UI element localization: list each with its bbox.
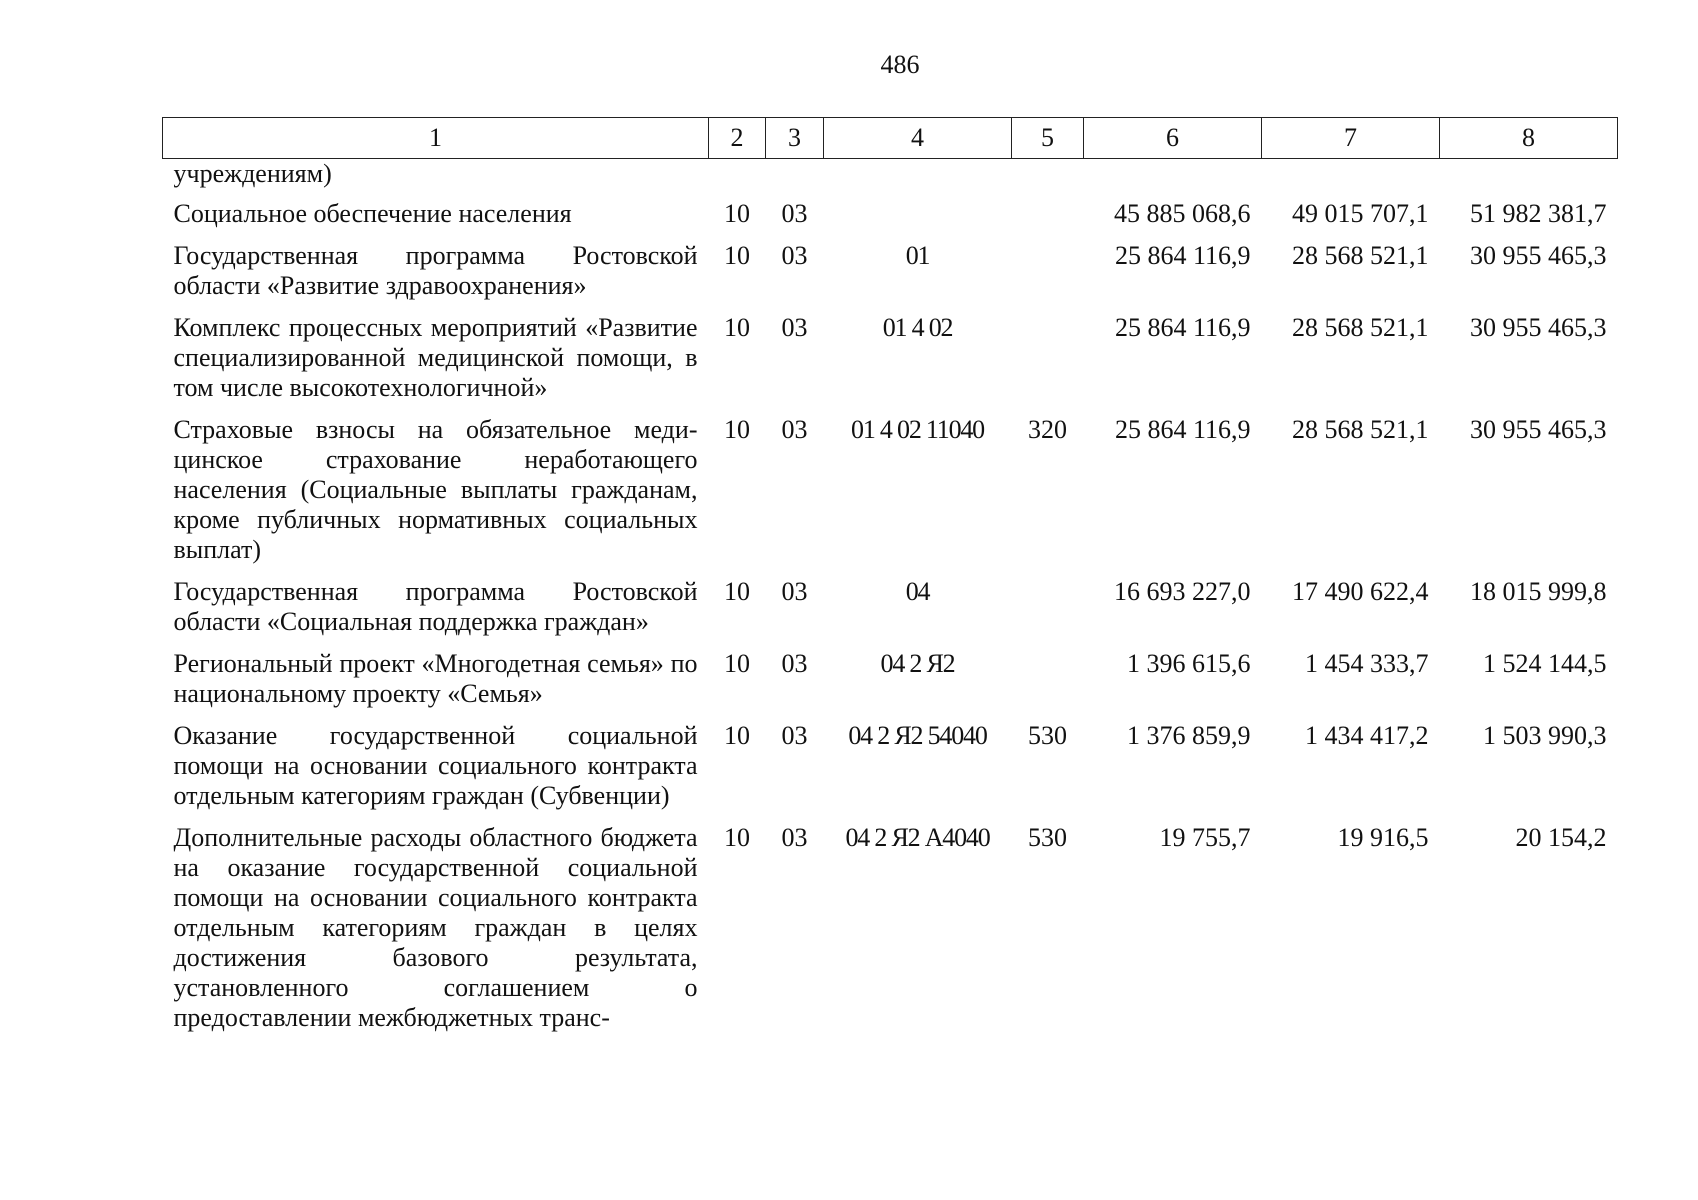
item-name: Государственная программа Ростовской области «Развитие здравоохранения» <box>173 241 698 300</box>
column-header-7: 7 <box>1262 118 1440 159</box>
expense-type-code <box>1012 241 1084 313</box>
expense-type-code <box>1012 313 1084 415</box>
column-header-3: 3 <box>766 118 824 159</box>
amount-year-1: 19 755,7 <box>1159 823 1251 852</box>
section-code: 10 <box>724 577 750 606</box>
table-row <box>163 649 1618 721</box>
subsection-code: 03 <box>781 823 808 852</box>
target-article-code: 04 2 Я2 <box>880 649 955 678</box>
subsection-code: 03 <box>781 199 808 228</box>
column-header-2: 2 <box>709 118 766 159</box>
amount-year-3: 51 982 381,7 <box>1470 199 1607 228</box>
budget-table <box>162 117 1618 1045</box>
amount-year-3: 1 524 144,5 <box>1483 649 1607 678</box>
target-article-code: 04 2 Я2 54040 <box>848 721 987 750</box>
column-number-header-row <box>163 118 1618 159</box>
amount-year-2: 1 434 417,2 <box>1305 721 1429 750</box>
target-article-code: 01 4 02 <box>882 313 953 342</box>
amount-year-1: 1 376 859,9 <box>1127 721 1251 750</box>
column-header-8: 8 <box>1440 118 1618 159</box>
target-article-code: 01 4 02 11040 <box>851 415 984 444</box>
amount-year-3: 18 015 999,8 <box>1470 577 1607 606</box>
expense-type-code <box>1012 199 1084 241</box>
expense-type-code: 530 <box>1028 721 1067 750</box>
item-name: Государственная программа Ростовской области «Социальная поддержка граждан» <box>173 577 698 636</box>
amount-year-1: 45 885 068,6 <box>1114 199 1251 228</box>
amount-year-1: 16 693 227,0 <box>1114 577 1251 606</box>
table-row <box>163 577 1618 649</box>
section-code: 10 <box>724 241 750 270</box>
expense-type-code <box>1012 649 1084 721</box>
amount-year-3: 1 503 990,3 <box>1483 721 1607 750</box>
table-row <box>163 199 1618 241</box>
continuation-text: учреждениям) <box>173 159 332 188</box>
subsection-code: 03 <box>781 241 808 270</box>
amount-year-3: 20 154,2 <box>1515 823 1607 852</box>
target-article-code: 04 2 Я2 А4040 <box>845 823 990 852</box>
item-name: Региональный проект «Многодетная семья» по национальному проекту «Семья» <box>173 649 698 708</box>
continuation-row <box>163 159 1618 200</box>
subsection-code: 03 <box>781 577 808 606</box>
target-article-code <box>824 199 1012 241</box>
section-code: 10 <box>724 721 750 750</box>
amount-year-2: 49 015 707,1 <box>1292 199 1429 228</box>
amount-year-2: 19 916,5 <box>1337 823 1429 852</box>
amount-year-3: 30 955 465,3 <box>1470 241 1607 270</box>
amount-year-1: 25 864 116,9 <box>1114 415 1251 444</box>
amount-year-2: 28 568 521,1 <box>1292 313 1429 342</box>
budget-table-container <box>162 117 1613 1045</box>
amount-year-3: 30 955 465,3 <box>1470 313 1607 342</box>
section-code: 10 <box>724 823 750 852</box>
target-article-code: 04 <box>905 577 930 606</box>
item-name: Комплекс процессных мероприятий «Развитие специализированной медицинской помощи, в том числе высокотехнологичной» <box>173 313 698 402</box>
expense-type-code <box>1012 577 1084 649</box>
item-name: Страховые взносы на обязательное медицинское страхование неработающего населения (Социальные выплаты гражданам, кроме публичных нормативных социальных выплат) <box>173 415 698 564</box>
amount-year-3: 30 955 465,3 <box>1470 415 1607 444</box>
section-code: 10 <box>724 649 750 678</box>
table-row <box>163 241 1618 313</box>
page-number: 486 <box>880 50 920 79</box>
column-header-1: 1 <box>163 118 709 159</box>
amount-year-2: 28 568 521,1 <box>1292 415 1429 444</box>
column-header-4: 4 <box>824 118 1012 159</box>
subsection-code: 03 <box>781 313 808 342</box>
target-article-code: 01 <box>905 241 930 270</box>
table-row <box>163 415 1618 577</box>
amount-year-2: 17 490 622,4 <box>1292 577 1429 606</box>
table-row <box>163 721 1618 823</box>
item-name: Оказание государственной социальной помощи на основании социального контракта отдельным категориям граждан (Субвенции) <box>173 721 698 810</box>
amount-year-2: 28 568 521,1 <box>1292 241 1429 270</box>
section-code: 10 <box>724 313 750 342</box>
amount-year-1: 25 864 116,9 <box>1114 241 1251 270</box>
amount-year-1: 25 864 116,9 <box>1114 313 1251 342</box>
section-code: 10 <box>724 199 750 228</box>
column-header-5: 5 <box>1012 118 1084 159</box>
amount-year-1: 1 396 615,6 <box>1127 649 1251 678</box>
subsection-code: 03 <box>781 415 808 444</box>
subsection-code: 03 <box>781 721 808 750</box>
expense-type-code: 530 <box>1028 823 1067 852</box>
expense-type-code: 320 <box>1028 415 1067 444</box>
amount-year-2: 1 454 333,7 <box>1305 649 1429 678</box>
section-code: 10 <box>724 415 750 444</box>
table-row <box>163 823 1618 1045</box>
table-row <box>163 313 1618 415</box>
item-name: Социальное обеспечение населения <box>173 199 572 228</box>
column-header-6: 6 <box>1084 118 1262 159</box>
item-name: Дополнительные расходы областного бюджета на оказание государственной социальной помощи на основании социального контракта отдельным категориям граждан в целях достижения базового результата, установленного соглашением о предоставлении межбюджетных транс- <box>173 823 698 1032</box>
subsection-code: 03 <box>781 649 808 678</box>
